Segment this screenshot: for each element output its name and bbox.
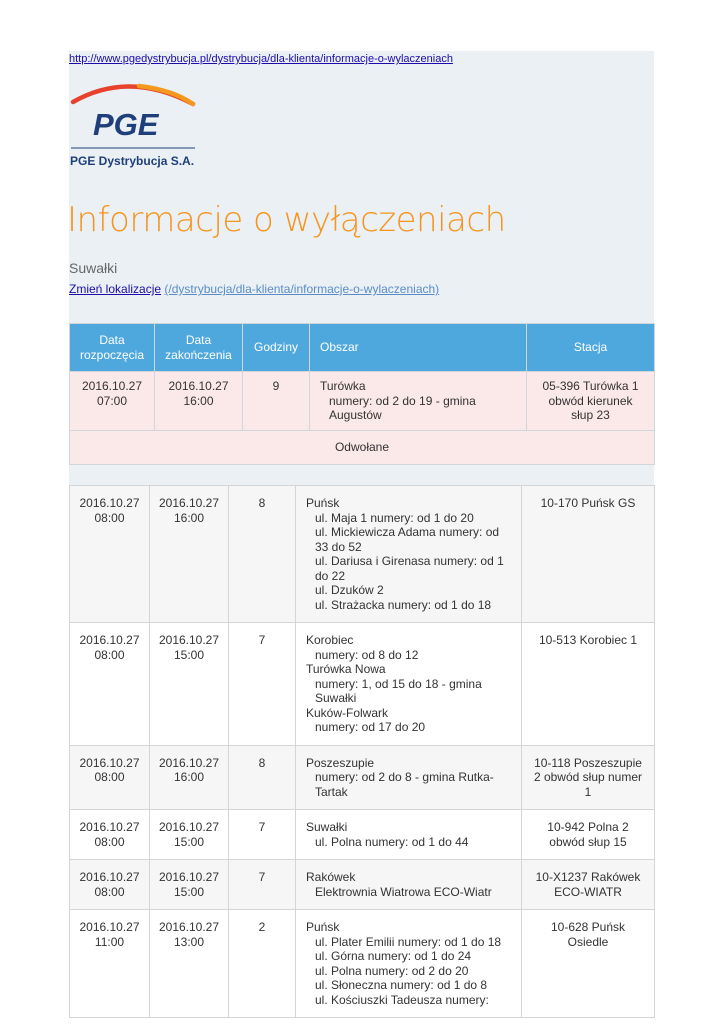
hours-cell: 2 — [229, 910, 296, 1018]
end-cell: 2016.10.27 16:00 — [150, 486, 229, 623]
end-cell: 2016.10.27 15:00 — [150, 860, 229, 910]
header-station: Stacja — [527, 324, 655, 372]
table-row — [70, 623, 655, 746]
table-row — [70, 486, 655, 623]
station-cell: 10-X1237 Rakówek ECO-WIATR — [522, 860, 655, 910]
table-row — [70, 745, 655, 810]
table-row — [70, 860, 655, 910]
station-cell: 10-118 Poszeszupie 2 obwód słup numer 1 — [522, 745, 655, 810]
hours-cell: 7 — [229, 860, 296, 910]
station-cell: 10-942 Polna 2 obwód słup 15 — [522, 810, 655, 860]
header-hours: Godziny — [243, 324, 310, 372]
start-cell: 2016.10.27 08:00 — [70, 810, 150, 860]
logo-caption: PGE Dystrybucja S.A. — [70, 154, 195, 168]
start-cell: 2016.10.27 07:00 — [70, 372, 155, 431]
source-url-link[interactable]: http://www.pgedystrybucja.pl/dystrybucja/dla-klienta/informacje-o-wylaczeniach — [69, 53, 453, 65]
end-cell: 2016.10.27 13:00 — [150, 910, 229, 1018]
cancelled-outage-table — [69, 323, 655, 465]
area-cell: Korobiec numery: od 8 do 12 Turówka Nowa numery: 1, od 15 do 18 - gmina Suwałki Kuków-Folwark numery: od 17 do 20 — [296, 623, 522, 746]
station-cell: 10-170 Puńsk GS — [522, 486, 655, 623]
area-cell: Suwałki ul. Polna numery: od 1 do 44 — [296, 810, 522, 860]
start-cell: 2016.10.27 08:00 — [70, 860, 150, 910]
change-location-path-link[interactable]: (/dystrybucja/dla-klienta/informacje-o-wylaczeniach) — [164, 282, 440, 296]
hours-cell: 7 — [229, 810, 296, 860]
area-cell: Puńsk ul. Maja 1 numery: od 1 do 20 ul. Mickiewicza Adama numery: od 33 do 52 ul. Dariusa i Girenasa numery: od 1 do 22 ul. Dzuków 2 ul. Strażacka numery: od 1 do 18 — [296, 486, 522, 623]
hours-cell: 8 — [229, 486, 296, 623]
end-cell: 2016.10.27 15:00 — [150, 623, 229, 746]
status-badge: Odwołane — [70, 430, 655, 464]
hours-cell: 7 — [229, 623, 296, 746]
hours-cell: 9 — [243, 372, 310, 431]
header-end: Data zakończenia — [155, 324, 243, 372]
table-header-row — [70, 324, 655, 372]
end-cell: 2016.10.27 15:00 — [150, 810, 229, 860]
station-cell: 10-513 Korobiec 1 — [522, 623, 655, 746]
cancelled-status-row — [70, 430, 655, 464]
start-cell: 2016.10.27 08:00 — [70, 486, 150, 623]
start-cell: 2016.10.27 08:00 — [70, 623, 150, 746]
start-cell: 2016.10.27 08:00 — [70, 745, 150, 810]
table-row — [70, 910, 655, 1018]
table-row — [70, 372, 655, 431]
header-area: Obszar — [310, 324, 527, 372]
start-cell: 2016.10.27 11:00 — [70, 910, 150, 1018]
end-cell: 2016.10.27 16:00 — [150, 745, 229, 810]
table-row — [70, 810, 655, 860]
header-start: Data rozpoczęcia — [70, 324, 155, 372]
area-cell: Puńsk ul. Plater Emilii numery: od 1 do 18 ul. Górna numery: od 1 do 24 ul. Polna numery: od 2 do 20 ul. Słoneczna numery: od 1 do 8 ul. Kościuszki Tadeusza numery: — [296, 910, 522, 1018]
outage-table — [69, 485, 655, 1018]
page-title: Informacje o wyłączeniach — [67, 200, 506, 240]
change-location — [69, 282, 439, 296]
hours-cell: 8 — [229, 745, 296, 810]
station-cell: 10-628 Puńsk Osiedle — [522, 910, 655, 1018]
pge-logo-text: PGE — [93, 107, 159, 142]
location-name: Suwałki — [69, 260, 118, 276]
area-cell: Poszeszupie numery: od 2 do 8 - gmina Rutka- Tartak — [296, 745, 522, 810]
area-cell: Rakówek Elektrownia Wiatrowa ECO-Wiatr — [296, 860, 522, 910]
end-cell: 2016.10.27 16:00 — [155, 372, 243, 431]
station-cell: 05-396 Turówka 1 obwód kierunek słup 23 — [527, 372, 655, 431]
area-cell: Turówka numery: od 2 do 19 - gmina Augustów — [310, 372, 527, 431]
change-location-link[interactable]: Zmień lokalizacje — [69, 282, 162, 296]
